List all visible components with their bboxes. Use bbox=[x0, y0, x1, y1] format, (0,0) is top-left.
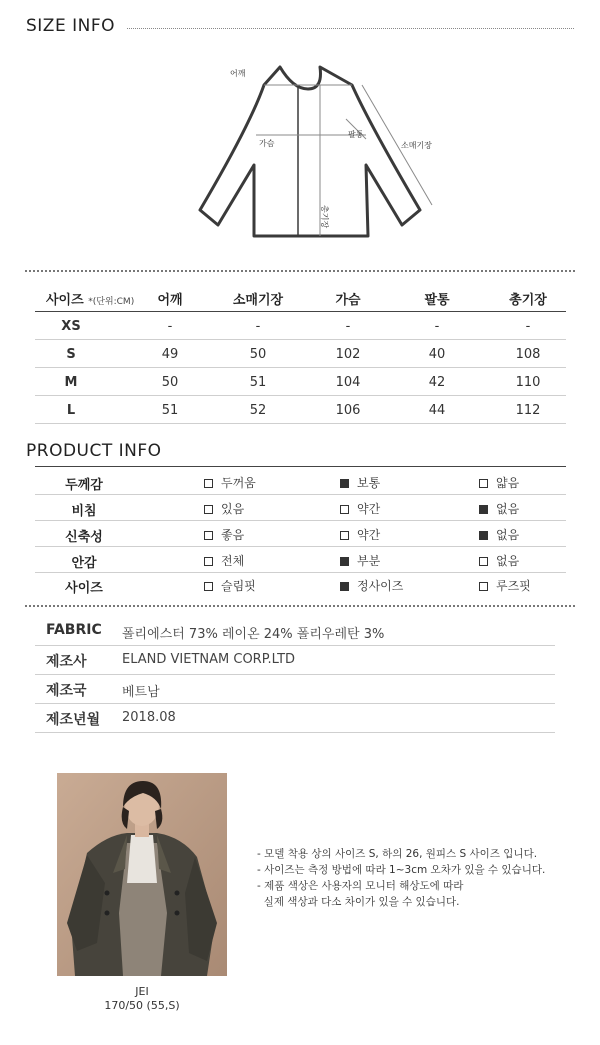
option-label: 없음 bbox=[496, 554, 520, 568]
checkbox-empty bbox=[479, 582, 488, 591]
option-label: 없음 bbox=[496, 528, 520, 542]
table-cell: 42 bbox=[428, 375, 446, 390]
row-divider bbox=[35, 703, 555, 704]
option-item bbox=[340, 474, 380, 491]
checkbox-empty bbox=[340, 505, 349, 514]
option-item bbox=[340, 500, 380, 517]
table-cell: 50 bbox=[249, 347, 267, 362]
jacket-outline bbox=[200, 67, 420, 236]
checkbox-filled bbox=[340, 557, 349, 566]
option-label: 있음 bbox=[221, 502, 245, 516]
info-label-fabric: FABRIC bbox=[46, 622, 102, 638]
checkbox-empty bbox=[204, 479, 213, 488]
table-cell: 102 bbox=[335, 347, 361, 362]
row-divider bbox=[35, 423, 566, 424]
label-chest: 가슴 bbox=[259, 139, 275, 148]
product-label-sheerness: 비침 bbox=[71, 504, 97, 519]
model-name: JEI bbox=[135, 985, 149, 998]
row-divider bbox=[35, 339, 566, 340]
row-divider bbox=[35, 732, 555, 733]
jacket-measurement-diagram bbox=[170, 55, 450, 245]
table-cell: 49 bbox=[161, 347, 179, 362]
header-sleeve-length: 소매기장 bbox=[232, 293, 284, 308]
option-item bbox=[479, 500, 519, 517]
table-cell: - bbox=[434, 319, 440, 334]
row-divider bbox=[35, 546, 566, 547]
info-label-manufacture-date: 제조년월 bbox=[46, 712, 101, 728]
info-value-manufacturer: ELAND VIETNAM CORP.LTD bbox=[122, 652, 296, 667]
option-label: 약간 bbox=[357, 528, 381, 542]
table-cell: - bbox=[167, 319, 173, 334]
row-divider bbox=[35, 572, 566, 573]
row-divider bbox=[35, 645, 555, 646]
row-divider bbox=[35, 494, 566, 495]
table-cell: - bbox=[255, 319, 261, 334]
header-total-length: 총기장 bbox=[509, 293, 547, 308]
size-label-m: M bbox=[64, 375, 78, 390]
option-label: 보통 bbox=[357, 476, 381, 490]
table-cell: 44 bbox=[428, 403, 446, 418]
table-cell: - bbox=[525, 319, 531, 334]
checkbox-empty bbox=[479, 479, 488, 488]
checkbox-filled bbox=[479, 531, 488, 540]
model-photo bbox=[57, 773, 227, 976]
table-cell: 40 bbox=[428, 347, 446, 362]
size-label-xs: XS bbox=[61, 319, 81, 334]
checkbox-filled bbox=[340, 582, 349, 591]
product-label-fit: 사이즈 bbox=[65, 581, 103, 596]
model-note-1: - 모델 착용 상의 사이즈 S, 하의 26, 원피스 S 사이즈 입니다. bbox=[257, 848, 538, 860]
option-label: 전체 bbox=[221, 554, 245, 568]
size-info-title: SIZE INFO bbox=[26, 16, 115, 36]
table-cell: 51 bbox=[161, 403, 179, 418]
title-divider bbox=[127, 28, 574, 29]
option-item bbox=[479, 577, 531, 594]
checkbox-filled bbox=[340, 479, 349, 488]
label-sleeve-length: 소매기장 bbox=[401, 141, 432, 150]
row-divider bbox=[35, 367, 566, 368]
label-total-length: 총기장 bbox=[320, 205, 329, 229]
model-measurements: 170/50 (55,S) bbox=[104, 999, 180, 1012]
row-divider bbox=[35, 674, 555, 675]
header-chest: 가슴 bbox=[335, 293, 361, 308]
product-section-divider bbox=[25, 605, 575, 607]
label-shoulder: 어깨 bbox=[230, 69, 246, 78]
table-cell: 51 bbox=[249, 375, 267, 390]
checkbox-filled bbox=[479, 505, 488, 514]
header-arm-width: 팔통 bbox=[424, 293, 450, 308]
table-cell: 112 bbox=[515, 403, 541, 418]
option-item bbox=[479, 526, 519, 543]
option-item bbox=[204, 577, 256, 594]
option-label: 정사이즈 bbox=[357, 579, 404, 593]
option-label: 좋음 bbox=[221, 528, 245, 542]
size-header-label: 사이즈 bbox=[46, 293, 84, 308]
model-note-2: - 사이즈는 측정 방법에 따라 1~3cm 오차가 있을 수 있습니다. bbox=[257, 864, 546, 876]
checkbox-empty bbox=[204, 505, 213, 514]
size-label-l: L bbox=[66, 403, 76, 418]
table-cell: 104 bbox=[335, 375, 361, 390]
option-item bbox=[340, 526, 380, 543]
option-item bbox=[340, 552, 380, 569]
info-value-country: 베트남 bbox=[122, 685, 160, 700]
unit-note: *(단위:CM) bbox=[88, 297, 135, 307]
option-label: 없음 bbox=[496, 502, 520, 516]
size-header-cell bbox=[46, 289, 134, 308]
checkbox-empty bbox=[479, 557, 488, 566]
table-cell: 50 bbox=[161, 375, 179, 390]
option-label: 얇음 bbox=[496, 476, 520, 490]
table-cell: 52 bbox=[249, 403, 267, 418]
product-label-stretch: 신축성 bbox=[65, 530, 103, 545]
info-value-manufacture-date: 2018.08 bbox=[122, 710, 176, 725]
option-label: 두꺼움 bbox=[221, 476, 256, 490]
product-info-title: PRODUCT INFO bbox=[26, 441, 162, 461]
option-label: 슬림핏 bbox=[221, 579, 256, 593]
table-header-line bbox=[35, 311, 566, 312]
option-label: 약간 bbox=[357, 502, 381, 516]
table-cell: 106 bbox=[335, 403, 361, 418]
option-item bbox=[204, 500, 244, 517]
option-item bbox=[479, 552, 519, 569]
label-arm-width: 팔통 bbox=[348, 130, 364, 139]
product-info-top-line bbox=[35, 466, 566, 467]
checkbox-empty bbox=[204, 531, 213, 540]
option-item bbox=[479, 474, 519, 491]
product-label-thickness: 두께감 bbox=[65, 478, 103, 493]
table-cell: - bbox=[345, 319, 351, 334]
info-label-country: 제조국 bbox=[46, 683, 87, 699]
option-item bbox=[204, 526, 244, 543]
header-shoulder: 어깨 bbox=[157, 293, 183, 308]
option-item bbox=[204, 552, 244, 569]
checkbox-empty bbox=[204, 557, 213, 566]
row-divider bbox=[35, 520, 566, 521]
table-cell: 108 bbox=[515, 347, 541, 362]
option-label: 루즈핏 bbox=[496, 579, 531, 593]
option-label: 부분 bbox=[357, 554, 381, 568]
checkbox-empty bbox=[204, 582, 213, 591]
info-label-manufacturer: 제조사 bbox=[46, 654, 87, 670]
checkbox-empty bbox=[340, 531, 349, 540]
row-divider bbox=[35, 395, 566, 396]
size-label-s: S bbox=[66, 347, 76, 362]
product-label-lining: 안감 bbox=[71, 556, 97, 571]
option-item bbox=[204, 474, 256, 491]
table-cell: 110 bbox=[515, 375, 541, 390]
size-section-divider bbox=[25, 270, 575, 272]
model-note-4: 실제 색상과 다소 차이가 있을 수 있습니다. bbox=[257, 896, 460, 908]
model-note-3: - 제품 색상은 사용자의 모니터 해상도에 따라 bbox=[257, 880, 464, 892]
info-value-fabric: 폴리에스터 73% 레이온 24% 폴리우레탄 3% bbox=[122, 627, 385, 642]
option-item bbox=[340, 577, 403, 594]
